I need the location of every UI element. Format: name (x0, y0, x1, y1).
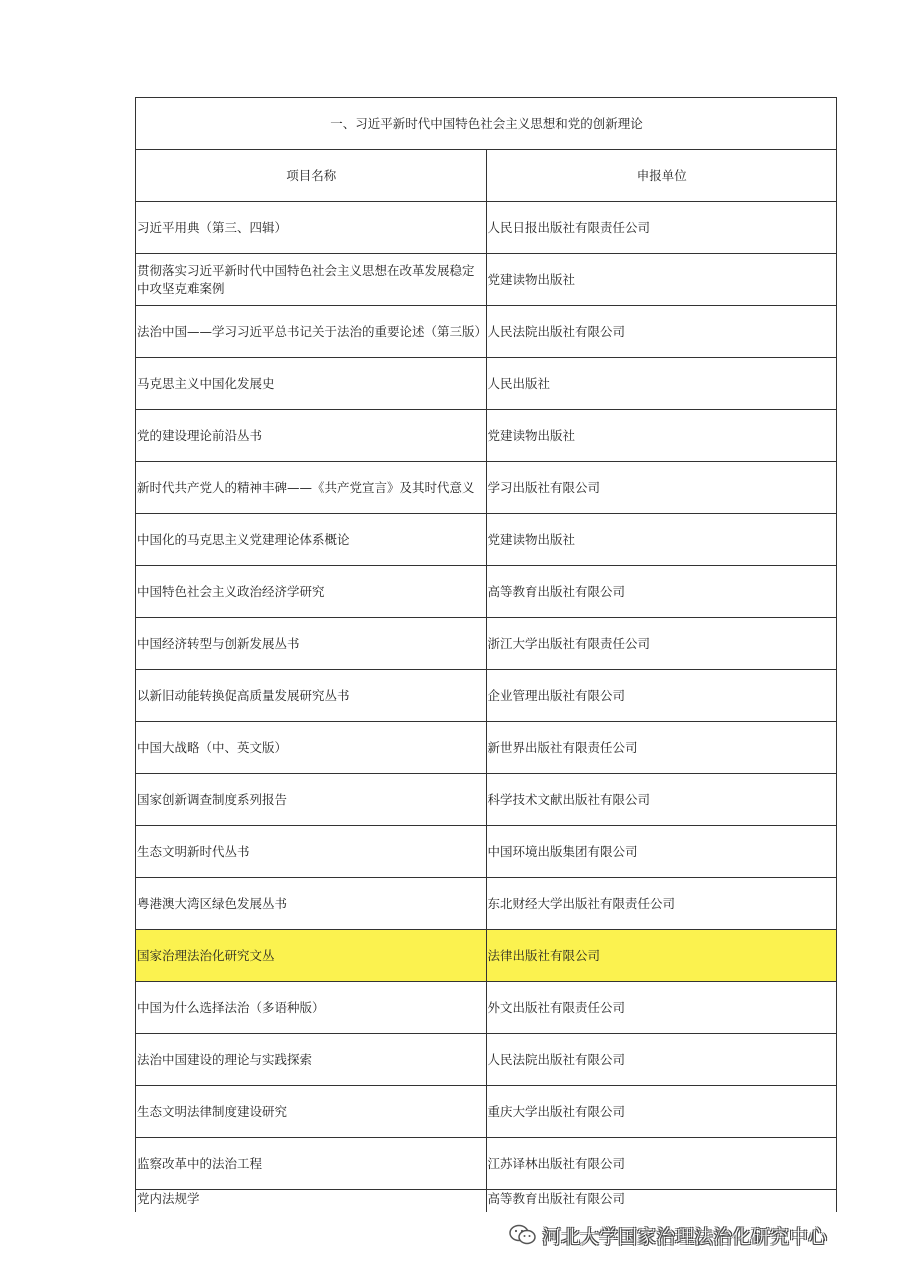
table-row (136, 774, 837, 826)
applicant-unit-cell: 重庆大学出版社有限公司 (486, 1086, 837, 1138)
table-row (136, 306, 837, 358)
applicant-unit-cell: 人民法院出版社有限公司 (486, 1034, 837, 1086)
project-name-cell: 国家创新调查制度系列报告 (136, 774, 487, 826)
table-row (136, 1138, 837, 1190)
applicant-unit-cell: 科学技术文献出版社有限公司 (486, 774, 837, 826)
project-name-cell: 国家治理法治化研究文丛 (136, 930, 487, 982)
table-row (136, 1086, 837, 1138)
project-name-cell: 法治中国建设的理论与实践探索 (136, 1034, 487, 1086)
project-name-cell: 中国特色社会主义政治经济学研究 (136, 566, 487, 618)
project-name-cell: 马克思主义中国化发展史 (136, 358, 487, 410)
applicant-unit-cell: 党建读物出版社 (486, 514, 837, 566)
applicant-unit-cell: 法律出版社有限公司 (486, 930, 837, 982)
applicant-unit-cell: 浙江大学出版社有限责任公司 (486, 618, 837, 670)
applicant-unit-cell: 企业管理出版社有限公司 (486, 670, 837, 722)
table-row (136, 358, 837, 410)
table-row (136, 254, 837, 306)
table-row (136, 826, 837, 878)
table-row (136, 618, 837, 670)
table-row (136, 514, 837, 566)
table-row (136, 930, 837, 982)
applicant-unit-cell: 中国环境出版集团有限公司 (486, 826, 837, 878)
applicant-unit-cell: 人民日报出版社有限责任公司 (486, 202, 837, 254)
project-table (135, 97, 837, 1212)
project-name-cell: 习近平用典（第三、四辑） (136, 202, 487, 254)
project-name-cell: 粤港澳大湾区绿色发展丛书 (136, 878, 487, 930)
table-row (136, 722, 837, 774)
project-name-cell: 生态文明新时代丛书 (136, 826, 487, 878)
table-row (136, 878, 837, 930)
applicant-unit-cell: 高等教育出版社有限公司 (486, 566, 837, 618)
applicant-unit-cell: 人民出版社 (486, 358, 837, 410)
table-row (136, 202, 837, 254)
applicant-unit-cell: 人民法院出版社有限公司 (486, 306, 837, 358)
section-title: 一、习近平新时代中国特色社会主义思想和党的创新理论 (136, 98, 837, 150)
applicant-unit-cell: 高等教育出版社有限公司 (486, 1190, 837, 1213)
applicant-unit-cell: 新世界出版社有限责任公司 (486, 722, 837, 774)
applicant-unit-cell: 党建读物出版社 (486, 254, 837, 306)
project-name-cell: 法治中国——学习习近平总书记关于法治的重要论述（第三版） (136, 306, 487, 358)
project-name-cell: 贯彻落实习近平新时代中国特色社会主义思想在改革发展稳定中攻坚克难案例 (136, 254, 487, 306)
applicant-unit-cell: 学习出版社有限公司 (486, 462, 837, 514)
table-row (136, 566, 837, 618)
project-name-cell: 党的建设理论前沿丛书 (136, 410, 487, 462)
project-name-cell: 新时代共产党人的精神丰碑——《共产党宣言》及其时代意义 (136, 462, 487, 514)
wechat-icon (508, 1223, 538, 1247)
header-applicant-unit: 申报单位 (486, 150, 837, 202)
project-name-cell: 以新旧动能转换促高质量发展研究丛书 (136, 670, 487, 722)
watermark-text: 河北大学国家治理法治化研究中心 (542, 1225, 828, 1248)
table-row (136, 670, 837, 722)
applicant-unit-cell: 江苏译林出版社有限公司 (486, 1138, 837, 1190)
applicant-unit-cell: 党建读物出版社 (486, 410, 837, 462)
table-row (136, 982, 837, 1034)
project-name-cell: 生态文明法律制度建设研究 (136, 1086, 487, 1138)
table-row (136, 410, 837, 462)
table-row (136, 462, 837, 514)
project-name-cell: 党内法规学 (136, 1190, 487, 1213)
applicant-unit-cell: 东北财经大学出版社有限责任公司 (486, 878, 837, 930)
applicant-unit-cell: 外文出版社有限责任公司 (486, 982, 837, 1034)
project-name-cell: 监察改革中的法治工程 (136, 1138, 487, 1190)
header-project-name: 项目名称 (136, 150, 487, 202)
project-name-cell: 中国化的马克思主义党建理论体系概论 (136, 514, 487, 566)
table-row (136, 1034, 837, 1086)
table-row (136, 1190, 837, 1213)
project-name-cell: 中国为什么选择法治（多语种版） (136, 982, 487, 1034)
project-name-cell: 中国经济转型与创新发展丛书 (136, 618, 487, 670)
watermark (508, 1218, 827, 1252)
project-name-cell: 中国大战略（中、英文版） (136, 722, 487, 774)
